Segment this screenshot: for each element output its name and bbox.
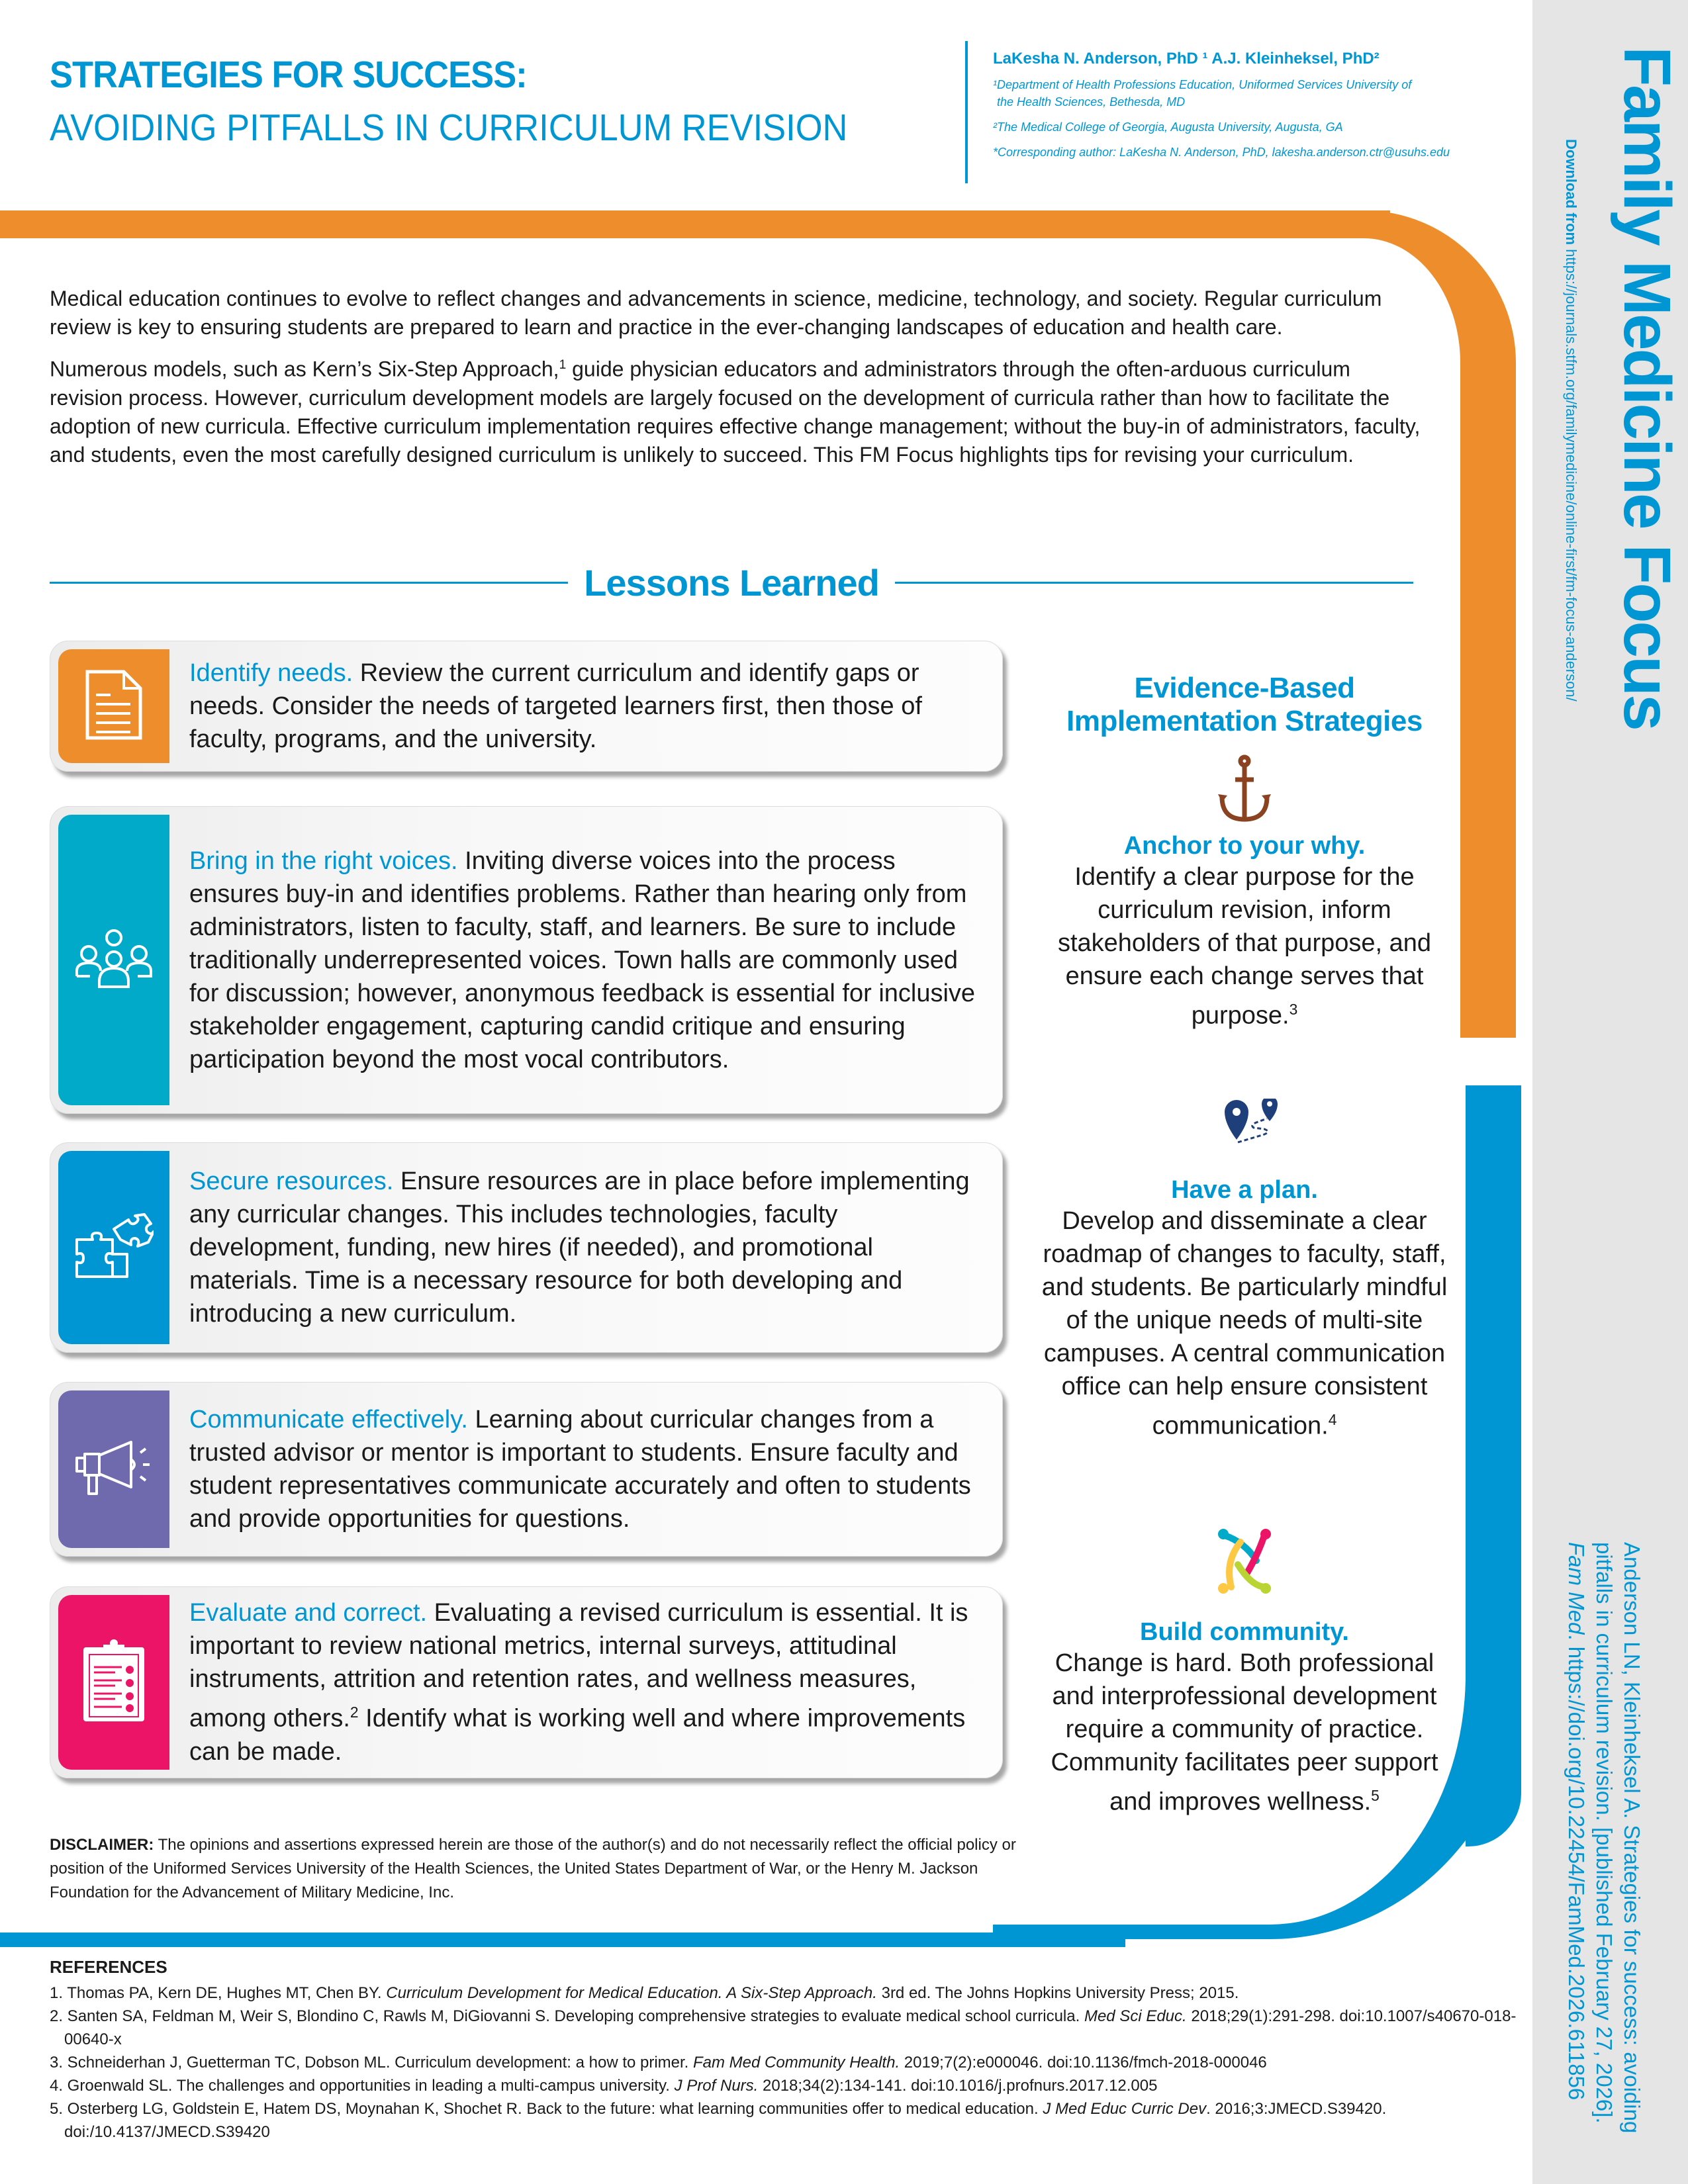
lesson-card-evaluate	[50, 1586, 1003, 1778]
lesson-card-right-voices	[50, 806, 1003, 1114]
affiliation-1-line-1: ¹Department of Health Professions Education, Uniformed Services University of	[993, 78, 1412, 91]
reference-item	[50, 1981, 1526, 2005]
strategy-text	[1039, 1647, 1450, 1819]
ref-authors: 1. Thomas PA, Kern DE, Hughes MT, Chen BY.	[50, 1984, 387, 2002]
ref-source: J Prof Nurs.	[674, 2077, 759, 2095]
references	[50, 1956, 1526, 2144]
community-icon	[1039, 1529, 1450, 1595]
reference-item	[50, 2097, 1526, 2144]
lesson-description: Inviting diverse voices into the process ensures buy-in and identifies problems. Rather than hearing only from administrators, listen to faculty, staff, and learners. Be sure to include traditionally underrepresented voices. Town halls are commonly used for discussion; however, anonymous feedback is essential for inclusive stakeholder engagement, capturing candid critique and ensuring participation beyond the most vocal contributors.	[189, 846, 976, 1073]
lesson-text	[189, 1383, 988, 1556]
megaphone-icon	[74, 1438, 154, 1501]
affiliation-1-line-2: the Health Sciences, Bethesda, MD	[997, 95, 1186, 109]
ref-details: 2019;7(2):e000046. doi:10.1136/fmch-2018-000046	[900, 2054, 1267, 2071]
clipboard-checklist-icon	[81, 1638, 147, 1727]
intro-text	[50, 285, 1427, 469]
strategy-title: Have a plan.	[1171, 1176, 1318, 1204]
intro-paragraph-1: Medical education continues to evolve to reflect changes and advancements in science, medicine, technology, and society. Regular curriculum review is key to ensuring students are prepared to learn and practice in the ever-changing landscapes of education and health care.	[50, 287, 1382, 339]
lesson-text	[189, 807, 988, 1113]
ref-details: . 2016;3:JMECD.S39420. doi:/10.4137/JMECD.S39420	[64, 2100, 1387, 2141]
download-link[interactable]: https://journals.stfm.org/familymedicine/online-first/fm-focus-anderson/	[1563, 249, 1579, 702]
lesson-card-secure-resources	[50, 1142, 1003, 1353]
disclaimer	[50, 1833, 1016, 1905]
map-route-icon	[1039, 1099, 1450, 1161]
lesson-icon-box	[58, 1151, 169, 1344]
page-title	[50, 53, 917, 150]
blue-bottom-band	[0, 1933, 1125, 1947]
strategy-title: Anchor to your why.	[1123, 832, 1366, 860]
ref-details: 3rd ed. The Johns Hopkins University Press; 2015.	[876, 1984, 1239, 2002]
intro-p2-b: guide physician educators and administrators through the often-arduous curriculum revision process. However, curriculum development models are largely focused on the development of curricula rather than how to facilitate the adoption of new curricula. Effective curriculum implementation requires effective change management; without the buy-in of administrators, faculty, and students, even the most carefully designed curriculum is unlikely to succeed. This FM Focus highlights tips for revising your curriculum.	[50, 357, 1421, 467]
ref-authors: 5. Osterberg LG, Goldstein E, Hatem DS, Moynahan K, Shochet R. Back to the future: what learning communities offer to medical education.	[50, 2100, 1043, 2118]
intro-paragraph-2	[50, 351, 1427, 469]
lesson-lead: Evaluate and correct.	[189, 1599, 428, 1627]
affiliation-1	[993, 76, 1450, 111]
reference-item	[50, 2074, 1526, 2097]
evidence-heading	[1039, 672, 1450, 738]
citation	[1562, 1542, 1646, 2138]
intro-p2-a: Numerous models, such as Kern’s Six-Step Approach,	[50, 357, 559, 381]
lesson-icon-box	[58, 1595, 169, 1770]
lesson-text	[189, 641, 988, 771]
heading-rule-left	[50, 582, 568, 584]
strategy-body: Develop and disseminate a clear roadmap of changes to faculty, staff, and students. Be particularly mindful of the unique needs of multi-site campuses. A central communication office can help ensure consistent communication.	[1041, 1207, 1448, 1440]
strategy-body: Identify a clear purpose for the curriculum revision, inform stakeholders of that purpose, and ensure each change serves that purpose.	[1057, 863, 1432, 1030]
strategy-community	[1039, 1529, 1450, 1819]
people-group-icon	[74, 929, 154, 991]
footnote-ref: 1	[559, 358, 567, 372]
title-main: STRATEGIES FOR SUCCESS:	[50, 54, 527, 96]
citation-journal: Fam Med	[1564, 1542, 1589, 1635]
lessons-title: Lessons Learned	[584, 561, 879, 604]
brand-title: Family Medicine Focus	[1610, 46, 1684, 729]
lesson-lead: Bring in the right voices.	[189, 846, 458, 875]
affiliation-2: ²The Medical College of Georgia, Augusta University, Augusta, GA	[993, 120, 1343, 134]
lesson-description: Evaluating a revised curriculum is essential. It is important to review national metrics, internal surveys, attitudinal instruments, attrition and retention rates, and wellness measures, among others.	[189, 1599, 968, 1733]
download-line	[1562, 139, 1579, 702]
lesson-lead: Identify needs.	[189, 659, 353, 687]
strategy-plan	[1039, 1099, 1450, 1443]
references-heading: REFERENCES	[50, 1957, 167, 1977]
lesson-text	[189, 1587, 988, 1778]
evidence-title-line-2: Implementation Strategies	[1066, 705, 1423, 737]
corresponding-author[interactable]: *Corresponding author: LaKesha N. Anderson, PhD, lakesha.anderson.ctr@usuhs.edu	[993, 146, 1450, 159]
ref-details: 2018;34(2):134-141. doi:10.1016/j.profnurs.2017.12.005	[758, 2077, 1158, 2095]
strategy-body: Change is hard. Both professional and interprofessional development require a community of practice. Community facilitates peer support and improves wellness.	[1051, 1649, 1438, 1816]
footnote-ref: 3	[1289, 1001, 1298, 1018]
lesson-icon-box	[58, 815, 169, 1105]
ref-source: Fam Med Community Health.	[693, 2054, 900, 2071]
strategy-text	[1039, 860, 1450, 1032]
lesson-card-communicate	[50, 1382, 1003, 1557]
lesson-description: Learning about curricular changes from a trusted advisor or mentor is important to students. Ensure faculty and student representatives communicate accurately and often to students and provide opportunities for questions.	[189, 1406, 971, 1533]
lesson-card-identify-needs	[50, 641, 1003, 772]
footnote-ref: 5	[1371, 1787, 1380, 1804]
download-label: Download from	[1563, 139, 1579, 246]
ref-details: 2018;29(1):291-298. doi:10.1007/s40670-018-00640-x	[64, 2007, 1517, 2048]
strategy-title: Build community.	[1140, 1618, 1349, 1646]
heading-rule-right	[895, 582, 1413, 584]
lesson-text	[189, 1143, 988, 1352]
title-subtitle: AVOIDING PITFALLS IN CURRICULUM REVISION	[50, 107, 848, 149]
lesson-description: Ensure resources are in place before implementing any curricular changes. This includes technologies, faculty development, funding, new hires (if needed), and promotional materials. Time is a necessary resource for both developing and introducing a new curriculum.	[189, 1167, 970, 1328]
orange-top-band	[0, 210, 1390, 238]
author-block	[993, 50, 1450, 161]
lesson-description: Review the current curriculum and identify gaps or needs. Consider the needs of targeted learners first, then those of faculty, programs, and the university.	[189, 659, 922, 753]
ref-authors: 4. Groenwald SL. The challenges and opportunities in leading a multi-campus university.	[50, 2077, 675, 2095]
citation-text: Anderson LN, Kleinheksel A. Strategies for success: avoiding pitfalls in curriculum revision. [published February 27, 2026].	[1592, 1542, 1644, 2134]
strategy-text	[1039, 1205, 1450, 1443]
reference-item	[50, 2005, 1526, 2051]
lesson-icon-box	[58, 649, 169, 763]
ref-source: Curriculum Development for Medical Education. A Six-Step Approach.	[386, 1984, 877, 2002]
lesson-description-cont: Identify what is working well and where improvements can be made.	[189, 1704, 966, 1766]
strategy-anchor	[1039, 754, 1450, 1032]
puzzle-icon	[74, 1213, 154, 1283]
reference-item	[50, 2051, 1526, 2074]
lessons-learned-heading	[50, 556, 1413, 609]
author-divider	[965, 41, 968, 183]
evidence-title-line-1: Evidence-Based	[1134, 672, 1355, 704]
disclaimer-text: The opinions and assertions expressed herein are those of the author(s) and do not necessarily reflect the official policy or position of the Uniformed Services University of the Health Sciences, the United States Department of War, or the Henry M. Jackson Foundation for the Advancement of Military Medicine, Inc.	[50, 1836, 1016, 1901]
lesson-icon-box	[58, 1390, 169, 1548]
brand-block	[1562, 46, 1684, 874]
author-names: LaKesha N. Anderson, PhD ¹ A.J. Kleinheksel, PhD²	[993, 50, 1380, 68]
document-icon	[84, 668, 144, 745]
ref-source: Med Sci Educ.	[1084, 2007, 1187, 2025]
anchor-icon	[1039, 754, 1450, 824]
ref-authors: 2. Santen SA, Feldman M, Weir S, Blondino C, Rawls M, DiGiovanni S. Developing comprehensive strategies to evaluate medical school curricula.	[50, 2007, 1084, 2025]
citation-doi[interactable]: . https://doi.org/10.22454/FamMed.2026.611856	[1564, 1634, 1589, 2101]
lesson-lead: Communicate effectively.	[189, 1406, 468, 1433]
footnote-ref: 2	[350, 1704, 359, 1721]
disclaimer-label: DISCLAIMER:	[50, 1836, 154, 1854]
ref-source: J Med Educ Curric Dev	[1043, 2100, 1207, 2118]
lesson-lead: Secure resources.	[189, 1167, 394, 1195]
ref-authors: 3. Schneiderhan J, Guetterman TC, Dobson ML. Curriculum development: a how to primer.	[50, 2054, 694, 2071]
footnote-ref: 4	[1328, 1411, 1337, 1428]
